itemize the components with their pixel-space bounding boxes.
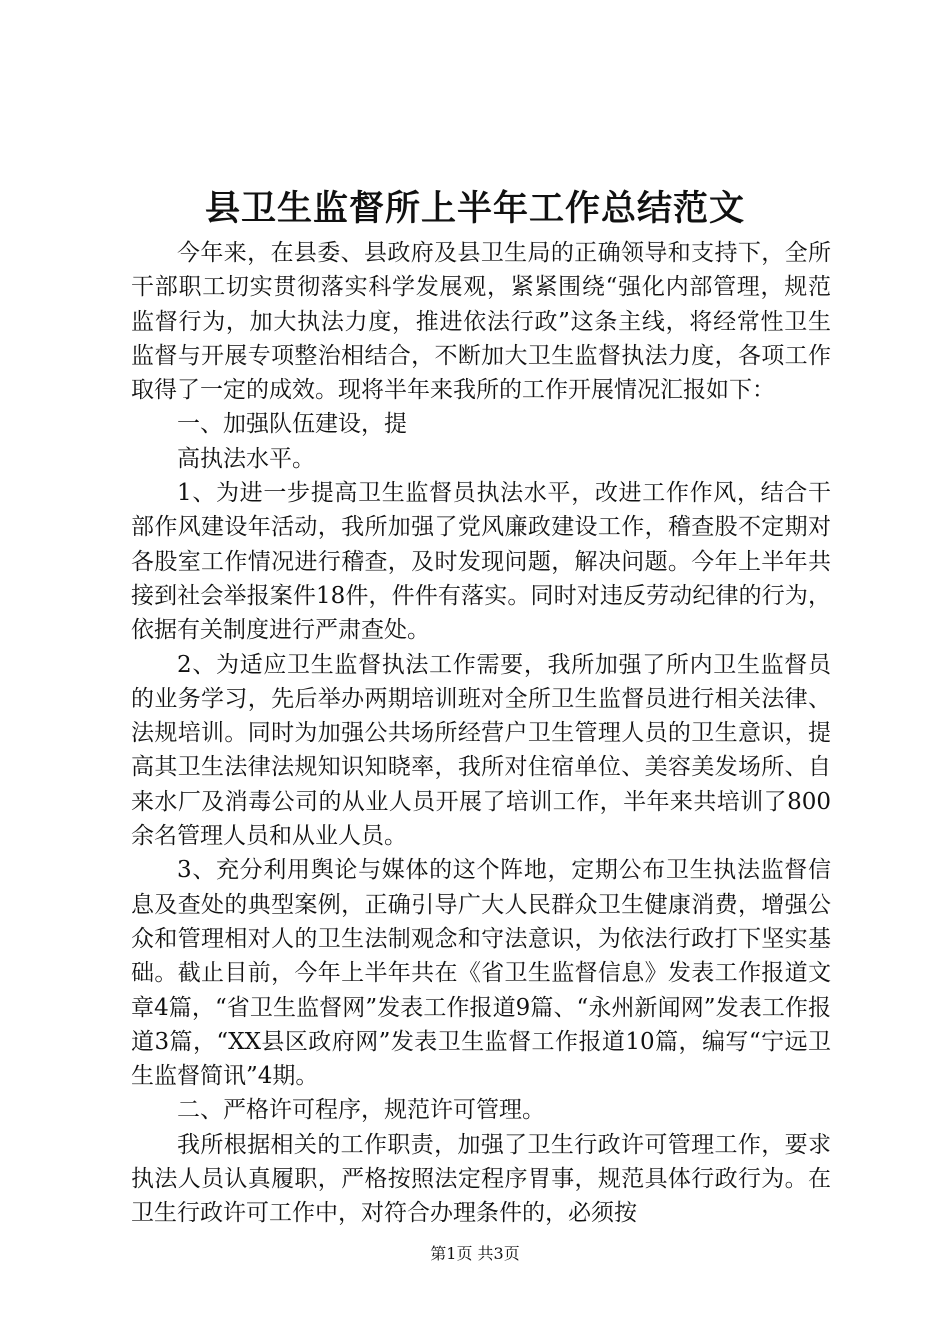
- section-heading-1-part-1: 一、加强队伍建设，提: [177, 411, 407, 438]
- section-heading-1-part-2: 高执法水平。: [177, 445, 315, 472]
- paragraph-licensing: 我所根据相关的工作职责，加强了卫生行政许可管理工作，要求执法人员认真履职，严格按照法定程序胃事，规范具体行政行为。在卫生行政许可工作中，对符合办理条件的，必须按: [131, 1131, 831, 1227]
- page-number-footer: 第1页 共3页: [430, 1244, 520, 1263]
- document-title: 县卫生监督所上半年工作总结范文: [204, 188, 745, 229]
- document-body: [131, 236, 831, 1231]
- paragraph-item-1: 1、为进一步提高卫生监督员执法水平，改进工作作风，结合干部作风建设年活动，我所加强了党风廉政建设工作，稽查股不定期对各股室工作情况进行稽查，及时发现问题，解决问题。今年上半年共接到社会举报案件18件，件件有落实。同时对违反劳动纪律的行为，依据有关制度进行严肃查处。: [131, 480, 831, 644]
- paragraph-item-2: 2、为适应卫生监督执法工作需要，我所加强了所内卫生监督员的业务学习，先后举办两期培训班对全所卫生监督员进行相关法律、法规培训。同时为加强公共场所经营户卫生管理人员的卫生意识，提高其卫生法律法规知识知晓率，我所对住宿单位、美容美发场所、自来水厂及消毒公司的从业人员开展了培训工作，半年来共培训了800余名管理人员和从业人员。: [131, 651, 831, 850]
- paragraph-item-3: 3、充分利用舆论与媒体的这个阵地，定期公布卫生执法监督信息及查处的典型案例，正确引导广大人民群众卫生健康消费，增强公众和管理相对人的卫生法制观念和守法意识，为依法行政打下坚实基础。截止目前，今年上半年共在《省卫生监督信息》发表工作报道文章4篇，“省卫生监督网”发表工作报道9篇、“永州新闻网”发表工作报道3篇，“XX县区政府网”发表卫生监督工作报道10篇，编写“宁远卫生监督简讯”4期。: [131, 857, 831, 1090]
- intro-paragraph: 今年来，在县委、县政府及县卫生局的正确领导和支持下，全所干部职工切实贯彻落实科学发展观，紧紧围绕“强化内部管理，规范监督行为，加大执法力度，推进依法行政”这条主线，将经常性卫生监督与开展专项整治相结合，不断加大卫生监督执法力度，各项工作取得了一定的成效。现将半年来我所的工作开展情况汇报如下：: [131, 240, 831, 404]
- section-heading-2: 二、严格许可程序，规范许可管理。: [177, 1097, 545, 1124]
